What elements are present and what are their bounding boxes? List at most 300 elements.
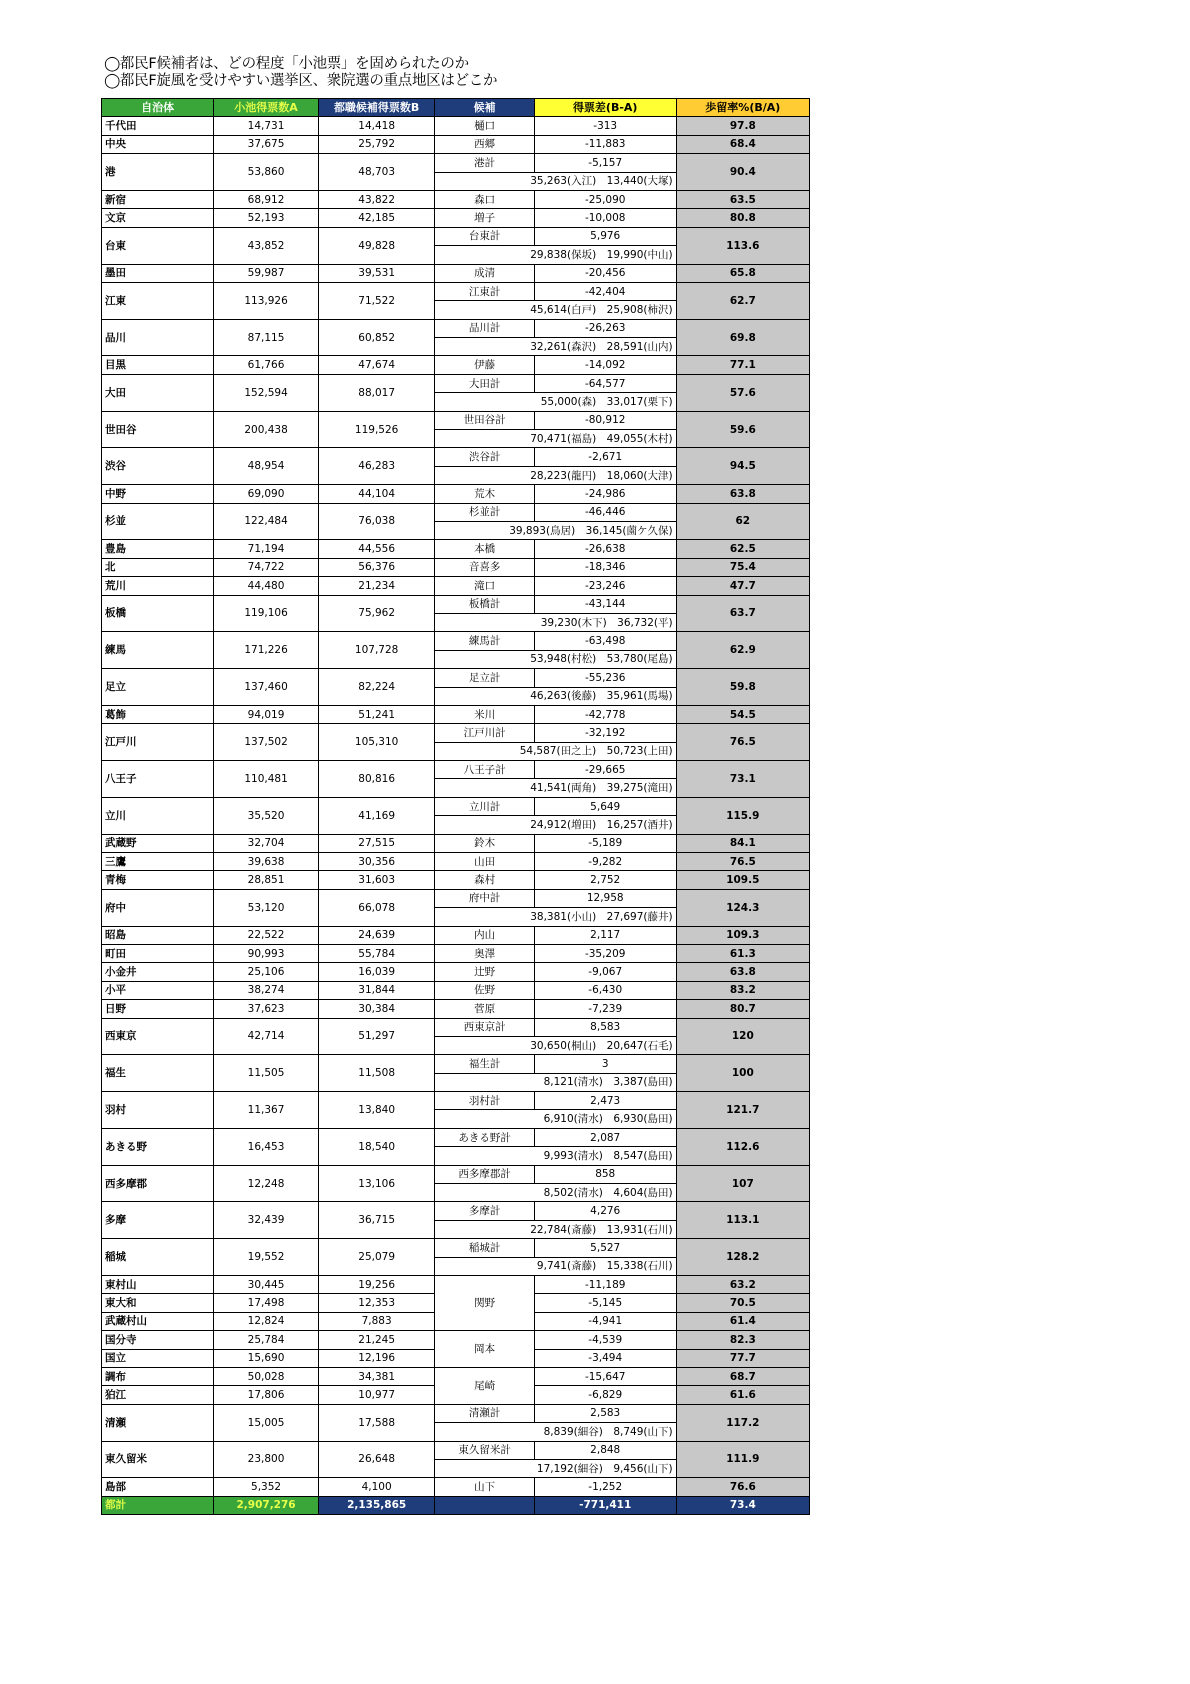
candidate-cell: 港計 [435, 154, 534, 172]
total-candidate [435, 1496, 534, 1514]
candidate-cell: 江東計 [435, 282, 534, 300]
municipality-cell: 足立 [102, 669, 214, 706]
candidate-cell: 清瀬計 [435, 1404, 534, 1422]
retention-rate-cell: 62.9 [676, 632, 809, 669]
tomin-votes-cell: 47,674 [318, 356, 434, 374]
total-label: 都計 [102, 1496, 214, 1514]
table-row [102, 558, 810, 576]
municipality-cell: 調布 [102, 1367, 214, 1385]
tomin-votes-cell: 42,185 [318, 209, 434, 227]
koike-votes-cell: 44,480 [214, 577, 319, 595]
retention-rate-cell: 76.6 [676, 1478, 809, 1496]
retention-rate-cell: 117.2 [676, 1404, 809, 1441]
koike-votes-cell: 110,481 [214, 761, 319, 798]
vote-difference-cell: 4,276 [534, 1202, 676, 1220]
vote-difference-cell: -9,067 [534, 963, 676, 981]
candidate-cell: 菅原 [435, 1000, 534, 1018]
table-row [102, 1404, 810, 1422]
koike-votes-cell: 53,860 [214, 154, 319, 191]
municipality-cell: 狛江 [102, 1386, 214, 1404]
koike-votes-cell: 52,193 [214, 209, 319, 227]
candidate-breakdown-cell: 53,948(村松) 53,780(尾島) [435, 650, 676, 668]
table-row [102, 374, 810, 392]
koike-votes-cell: 17,498 [214, 1294, 319, 1312]
candidate-cell: 足立計 [435, 669, 534, 687]
table-row [102, 117, 810, 135]
koike-votes-cell: 69,090 [214, 485, 319, 503]
retention-rate-cell: 54.5 [676, 705, 809, 723]
tomin-votes-cell: 25,792 [318, 135, 434, 153]
tomin-votes-cell: 19,256 [318, 1276, 434, 1294]
koike-votes-cell: 59,987 [214, 264, 319, 282]
candidate-cell: 奥澤 [435, 944, 534, 962]
municipality-cell: 多摩 [102, 1202, 214, 1239]
municipality-cell: 江戸川 [102, 724, 214, 761]
table-row [102, 190, 810, 208]
tomin-votes-cell: 34,381 [318, 1367, 434, 1385]
vote-difference-cell: -14,092 [534, 356, 676, 374]
municipality-cell: 北 [102, 558, 214, 576]
table-row [102, 1128, 810, 1146]
koike-votes-cell: 152,594 [214, 374, 319, 411]
tomin-votes-cell: 27,515 [318, 834, 434, 852]
koike-votes-cell: 11,505 [214, 1055, 319, 1092]
koike-votes-cell: 200,438 [214, 411, 319, 448]
retention-rate-cell: 120 [676, 1018, 809, 1055]
table-row [102, 411, 810, 429]
table-row [102, 944, 810, 962]
retention-rate-cell: 73.1 [676, 761, 809, 798]
table-row [102, 981, 810, 999]
municipality-cell: 西多摩郡 [102, 1165, 214, 1202]
vote-difference-cell: -25,090 [534, 190, 676, 208]
table-row [102, 871, 810, 889]
koike-votes-cell: 30,445 [214, 1276, 319, 1294]
tomin-votes-cell: 51,297 [318, 1018, 434, 1055]
candidate-cell: 山下 [435, 1478, 534, 1496]
retention-rate-cell: 124.3 [676, 889, 809, 926]
candidate-cell: 荒木 [435, 485, 534, 503]
table-row [102, 227, 810, 245]
tomin-votes-cell: 31,844 [318, 981, 434, 999]
table-row [102, 1331, 810, 1349]
municipality-cell: 東久留米 [102, 1441, 214, 1478]
vote-difference-cell: -43,144 [534, 595, 676, 613]
table-row [102, 1239, 810, 1257]
retention-rate-cell: 77.7 [676, 1349, 809, 1367]
municipality-cell: 日野 [102, 1000, 214, 1018]
candidate-breakdown-cell: 55,000(森) 33,017(栗下) [435, 393, 676, 411]
municipality-cell: 武蔵村山 [102, 1312, 214, 1330]
total-retention-rate: 73.4 [676, 1496, 809, 1514]
municipality-cell: 葛飾 [102, 705, 214, 723]
retention-rate-cell: 107 [676, 1165, 809, 1202]
tomin-votes-cell: 75,962 [318, 595, 434, 632]
koike-votes-cell: 68,912 [214, 190, 319, 208]
municipality-cell: 新宿 [102, 190, 214, 208]
table-row [102, 319, 810, 337]
candidate-breakdown-cell: 28,223(龍円) 18,060(大津) [435, 466, 676, 484]
candidate-cell: 杉並計 [435, 503, 534, 521]
koike-votes-cell: 38,274 [214, 981, 319, 999]
municipality-cell: 墨田 [102, 264, 214, 282]
koike-votes-cell: 61,766 [214, 356, 319, 374]
tomin-votes-cell: 21,245 [318, 1331, 434, 1349]
municipality-cell: 練馬 [102, 632, 214, 669]
municipality-cell: 武蔵野 [102, 834, 214, 852]
candidate-cell: 成清 [435, 264, 534, 282]
retention-rate-cell: 61.6 [676, 1386, 809, 1404]
municipality-cell: 豊島 [102, 540, 214, 558]
candidate-breakdown-cell: 8,839(細谷) 8,749(山下) [435, 1423, 676, 1441]
table-row [102, 154, 810, 172]
retention-rate-cell: 70.5 [676, 1294, 809, 1312]
vote-difference-cell: 2,583 [534, 1404, 676, 1422]
candidate-cell: 江戸川計 [435, 724, 534, 742]
retention-rate-cell: 61.4 [676, 1312, 809, 1330]
koike-votes-cell: 14,731 [214, 117, 319, 135]
vote-difference-cell: -20,456 [534, 264, 676, 282]
candidate-cell: 八王子計 [435, 761, 534, 779]
koike-votes-cell: 25,106 [214, 963, 319, 981]
retention-rate-cell: 84.1 [676, 834, 809, 852]
candidate-cell: 府中計 [435, 889, 534, 907]
retention-rate-cell: 112.6 [676, 1128, 809, 1165]
retention-rate-cell: 57.6 [676, 374, 809, 411]
retention-rate-cell: 68.7 [676, 1367, 809, 1385]
municipality-cell: 羽村 [102, 1092, 214, 1129]
table-row [102, 264, 810, 282]
table-row [102, 797, 810, 815]
municipality-cell: 品川 [102, 319, 214, 356]
vote-difference-cell: -313 [534, 117, 676, 135]
retention-rate-cell: 59.8 [676, 669, 809, 706]
vote-difference-cell: 2,117 [534, 926, 676, 944]
koike-votes-cell: 35,520 [214, 797, 319, 834]
candidate-cell: 福生計 [435, 1055, 534, 1073]
municipality-cell: 杉並 [102, 503, 214, 540]
candidate-cell: 樋口 [435, 117, 534, 135]
table-row [102, 834, 810, 852]
koike-votes-cell: 137,460 [214, 669, 319, 706]
municipality-cell: 中央 [102, 135, 214, 153]
candidate-cell: 東久留米計 [435, 1441, 534, 1459]
koike-votes-cell: 94,019 [214, 705, 319, 723]
candidate-breakdown-cell: 45,614(白戸) 25,908(柿沢) [435, 301, 676, 319]
koike-votes-cell: 5,352 [214, 1478, 319, 1496]
vote-difference-cell: 858 [534, 1165, 676, 1183]
municipality-cell: 稲城 [102, 1239, 214, 1276]
vote-difference-cell: 2,848 [534, 1441, 676, 1459]
retention-rate-cell: 83.2 [676, 981, 809, 999]
retention-rate-cell: 80.8 [676, 209, 809, 227]
tomin-votes-cell: 105,310 [318, 724, 434, 761]
candidate-cell: 板橋計 [435, 595, 534, 613]
municipality-cell: 台東 [102, 227, 214, 264]
candidate-breakdown-cell: 30,650(桐山) 20,647(石毛) [435, 1036, 676, 1054]
retention-rate-cell: 65.8 [676, 264, 809, 282]
title-line-1: ◯都民F候補者は、どの程度「小池票」を固められたのか [104, 56, 469, 72]
table-row [102, 1441, 810, 1459]
table-row [102, 926, 810, 944]
retention-rate-cell: 111.9 [676, 1441, 809, 1478]
vote-difference-cell: -15,647 [534, 1367, 676, 1385]
candidate-cell: 滝口 [435, 577, 534, 595]
candidate-cell: 西東京計 [435, 1018, 534, 1036]
candidate-cell: 立川計 [435, 797, 534, 815]
municipality-cell: 東村山 [102, 1276, 214, 1294]
municipality-cell: 国立 [102, 1349, 214, 1367]
tomin-votes-cell: 44,104 [318, 485, 434, 503]
total-row [102, 1496, 810, 1514]
vote-difference-cell: -10,008 [534, 209, 676, 227]
table-row [102, 595, 810, 613]
results-table [101, 98, 810, 1515]
retention-rate-cell: 80.7 [676, 1000, 809, 1018]
retention-rate-cell: 61.3 [676, 944, 809, 962]
tomin-votes-cell: 66,078 [318, 889, 434, 926]
table-row [102, 669, 810, 687]
vote-difference-cell: -4,539 [534, 1331, 676, 1349]
table-row [102, 503, 810, 521]
koike-votes-cell: 171,226 [214, 632, 319, 669]
retention-rate-cell: 62 [676, 503, 809, 540]
retention-rate-cell: 62.7 [676, 282, 809, 319]
retention-rate-cell: 63.7 [676, 595, 809, 632]
koike-votes-cell: 17,806 [214, 1386, 319, 1404]
candidate-breakdown-cell: 54,587(田之上) 50,723(上田) [435, 742, 676, 760]
table-row [102, 1018, 810, 1036]
table-row [102, 724, 810, 742]
koike-votes-cell: 19,552 [214, 1239, 319, 1276]
vote-difference-cell: 12,958 [534, 889, 676, 907]
tomin-votes-cell: 119,526 [318, 411, 434, 448]
tomin-votes-cell: 43,822 [318, 190, 434, 208]
municipality-cell: 板橋 [102, 595, 214, 632]
candidate-cell: 大田計 [435, 374, 534, 392]
retention-rate-cell: 63.8 [676, 963, 809, 981]
tomin-votes-cell: 7,883 [318, 1312, 434, 1330]
koike-votes-cell: 37,675 [214, 135, 319, 153]
municipality-cell: 江東 [102, 282, 214, 319]
municipality-cell: あきる野 [102, 1128, 214, 1165]
table-row [102, 485, 810, 503]
table-row [102, 209, 810, 227]
tomin-votes-cell: 30,356 [318, 853, 434, 871]
tomin-votes-cell: 13,840 [318, 1092, 434, 1129]
candidate-breakdown-cell: 9,993(清水) 8,547(島田) [435, 1147, 676, 1165]
header-candidate: 候補 [435, 99, 534, 117]
koike-votes-cell: 12,248 [214, 1165, 319, 1202]
candidate-cell: 鈴木 [435, 834, 534, 852]
tomin-votes-cell: 4,100 [318, 1478, 434, 1496]
table-row [102, 761, 810, 779]
header-row [102, 99, 810, 117]
retention-rate-cell: 68.4 [676, 135, 809, 153]
candidate-breakdown-cell: 29,838(保坂) 19,990(中山) [435, 246, 676, 264]
title-line-2: ◯都民F旋風を受けやすい選挙区、衆院選の重点地区はどこか [104, 73, 498, 89]
koike-votes-cell: 39,638 [214, 853, 319, 871]
candidate-breakdown-cell: 35,263(入江) 13,440(大塚) [435, 172, 676, 190]
koike-votes-cell: 87,115 [214, 319, 319, 356]
candidate-breakdown-cell: 6,910(清水) 6,930(島田) [435, 1110, 676, 1128]
candidate-cell: 岡本 [435, 1331, 534, 1368]
candidate-cell: 稲城計 [435, 1239, 534, 1257]
vote-difference-cell: -18,346 [534, 558, 676, 576]
candidate-cell: 森口 [435, 190, 534, 208]
koike-votes-cell: 42,714 [214, 1018, 319, 1055]
table-row [102, 448, 810, 466]
vote-difference-cell: -6,430 [534, 981, 676, 999]
retention-rate-cell: 75.4 [676, 558, 809, 576]
table-row [102, 282, 810, 300]
vote-difference-cell: -11,883 [534, 135, 676, 153]
vote-difference-cell: -42,404 [534, 282, 676, 300]
municipality-cell: 清瀬 [102, 1404, 214, 1441]
candidate-cell: 森村 [435, 871, 534, 889]
tomin-votes-cell: 71,522 [318, 282, 434, 319]
municipality-cell: 小金井 [102, 963, 214, 981]
vote-difference-cell: -5,189 [534, 834, 676, 852]
vote-difference-cell: -64,577 [534, 374, 676, 392]
koike-votes-cell: 119,106 [214, 595, 319, 632]
header-retention-rate: 歩留率%(B/A) [676, 99, 809, 117]
candidate-cell: 米川 [435, 705, 534, 723]
retention-rate-cell: 90.4 [676, 154, 809, 191]
table-row [102, 1000, 810, 1018]
candidate-breakdown-cell: 39,230(木下) 36,732(平) [435, 613, 676, 631]
candidate-breakdown-cell: 8,502(清水) 4,604(島田) [435, 1184, 676, 1202]
candidate-breakdown-cell: 9,741(斎藤) 15,338(石川) [435, 1257, 676, 1275]
tomin-votes-cell: 30,384 [318, 1000, 434, 1018]
table-row [102, 1367, 810, 1385]
candidate-cell: 台東計 [435, 227, 534, 245]
tomin-votes-cell: 82,224 [318, 669, 434, 706]
vote-difference-cell: -2,671 [534, 448, 676, 466]
table-row [102, 577, 810, 595]
retention-rate-cell: 76.5 [676, 724, 809, 761]
koike-votes-cell: 32,439 [214, 1202, 319, 1239]
koike-votes-cell: 37,623 [214, 1000, 319, 1018]
retention-rate-cell: 63.2 [676, 1276, 809, 1294]
candidate-cell: 本橋 [435, 540, 534, 558]
municipality-cell: 小平 [102, 981, 214, 999]
koike-votes-cell: 15,005 [214, 1404, 319, 1441]
municipality-cell: 青梅 [102, 871, 214, 889]
candidate-cell: 西郷 [435, 135, 534, 153]
table-body [102, 117, 810, 1496]
vote-difference-cell: -11,189 [534, 1276, 676, 1294]
table-row [102, 1276, 810, 1294]
candidate-breakdown-cell: 41,541(両角) 39,275(滝田) [435, 779, 676, 797]
koike-votes-cell: 53,120 [214, 889, 319, 926]
vote-difference-cell: -42,778 [534, 705, 676, 723]
candidate-breakdown-cell: 70,471(福島) 49,055(木村) [435, 430, 676, 448]
retention-rate-cell: 47.7 [676, 577, 809, 595]
tomin-votes-cell: 14,418 [318, 117, 434, 135]
candidate-cell: 練馬計 [435, 632, 534, 650]
candidate-cell: 増子 [435, 209, 534, 227]
koike-votes-cell: 15,690 [214, 1349, 319, 1367]
municipality-cell: 荒川 [102, 577, 214, 595]
tomin-votes-cell: 11,508 [318, 1055, 434, 1092]
tomin-votes-cell: 51,241 [318, 705, 434, 723]
candidate-cell: 尾崎 [435, 1367, 534, 1404]
total-vote-difference: -771,411 [534, 1496, 676, 1514]
municipality-cell: 千代田 [102, 117, 214, 135]
header-municipality: 自治体 [102, 99, 214, 117]
tomin-votes-cell: 18,540 [318, 1128, 434, 1165]
tomin-votes-cell: 80,816 [318, 761, 434, 798]
candidate-cell: 辻野 [435, 963, 534, 981]
retention-rate-cell: 63.5 [676, 190, 809, 208]
retention-rate-cell: 77.1 [676, 356, 809, 374]
municipality-cell: 港 [102, 154, 214, 191]
tomin-votes-cell: 44,556 [318, 540, 434, 558]
municipality-cell: 島部 [102, 1478, 214, 1496]
municipality-cell: 府中 [102, 889, 214, 926]
koike-votes-cell: 22,522 [214, 926, 319, 944]
vote-difference-cell: 5,527 [534, 1239, 676, 1257]
candidate-cell: 多摩計 [435, 1202, 534, 1220]
candidate-breakdown-cell: 8,121(清水) 3,387(島田) [435, 1073, 676, 1091]
retention-rate-cell: 97.8 [676, 117, 809, 135]
table-row [102, 705, 810, 723]
tomin-votes-cell: 49,828 [318, 227, 434, 264]
vote-difference-cell: 8,583 [534, 1018, 676, 1036]
retention-rate-cell: 76.5 [676, 853, 809, 871]
tomin-votes-cell: 25,079 [318, 1239, 434, 1276]
vote-difference-cell: 2,087 [534, 1128, 676, 1146]
municipality-cell: 文京 [102, 209, 214, 227]
retention-rate-cell: 94.5 [676, 448, 809, 485]
retention-rate-cell: 82.3 [676, 1331, 809, 1349]
tomin-votes-cell: 107,728 [318, 632, 434, 669]
municipality-cell: 東大和 [102, 1294, 214, 1312]
retention-rate-cell: 63.8 [676, 485, 809, 503]
candidate-breakdown-cell: 39,893(鳥居) 36,145(薗ケ久保) [435, 521, 676, 539]
koike-votes-cell: 28,851 [214, 871, 319, 889]
retention-rate-cell: 69.8 [676, 319, 809, 356]
municipality-cell: 国分寺 [102, 1331, 214, 1349]
vote-difference-cell: -3,494 [534, 1349, 676, 1367]
vote-difference-cell: -1,252 [534, 1478, 676, 1496]
retention-rate-cell: 128.2 [676, 1239, 809, 1276]
retention-rate-cell: 100 [676, 1055, 809, 1092]
tomin-votes-cell: 17,588 [318, 1404, 434, 1441]
vote-difference-cell: 5,976 [534, 227, 676, 245]
koike-votes-cell: 32,704 [214, 834, 319, 852]
table-row [102, 963, 810, 981]
table-row [102, 1478, 810, 1496]
candidate-cell: 西多摩郡計 [435, 1165, 534, 1183]
candidate-cell: 関野 [435, 1276, 534, 1331]
municipality-cell: 昭島 [102, 926, 214, 944]
tomin-votes-cell: 88,017 [318, 374, 434, 411]
tomin-votes-cell: 76,038 [318, 503, 434, 540]
municipality-cell: 八王子 [102, 761, 214, 798]
koike-votes-cell: 90,993 [214, 944, 319, 962]
candidate-cell: 内山 [435, 926, 534, 944]
tomin-votes-cell: 12,196 [318, 1349, 434, 1367]
koike-votes-cell: 113,926 [214, 282, 319, 319]
vote-difference-cell: -5,157 [534, 154, 676, 172]
koike-votes-cell: 12,824 [214, 1312, 319, 1330]
tomin-votes-cell: 26,648 [318, 1441, 434, 1478]
header-tomin-votes: 都職候補得票数B [318, 99, 434, 117]
candidate-cell: 伊藤 [435, 356, 534, 374]
municipality-cell: 福生 [102, 1055, 214, 1092]
